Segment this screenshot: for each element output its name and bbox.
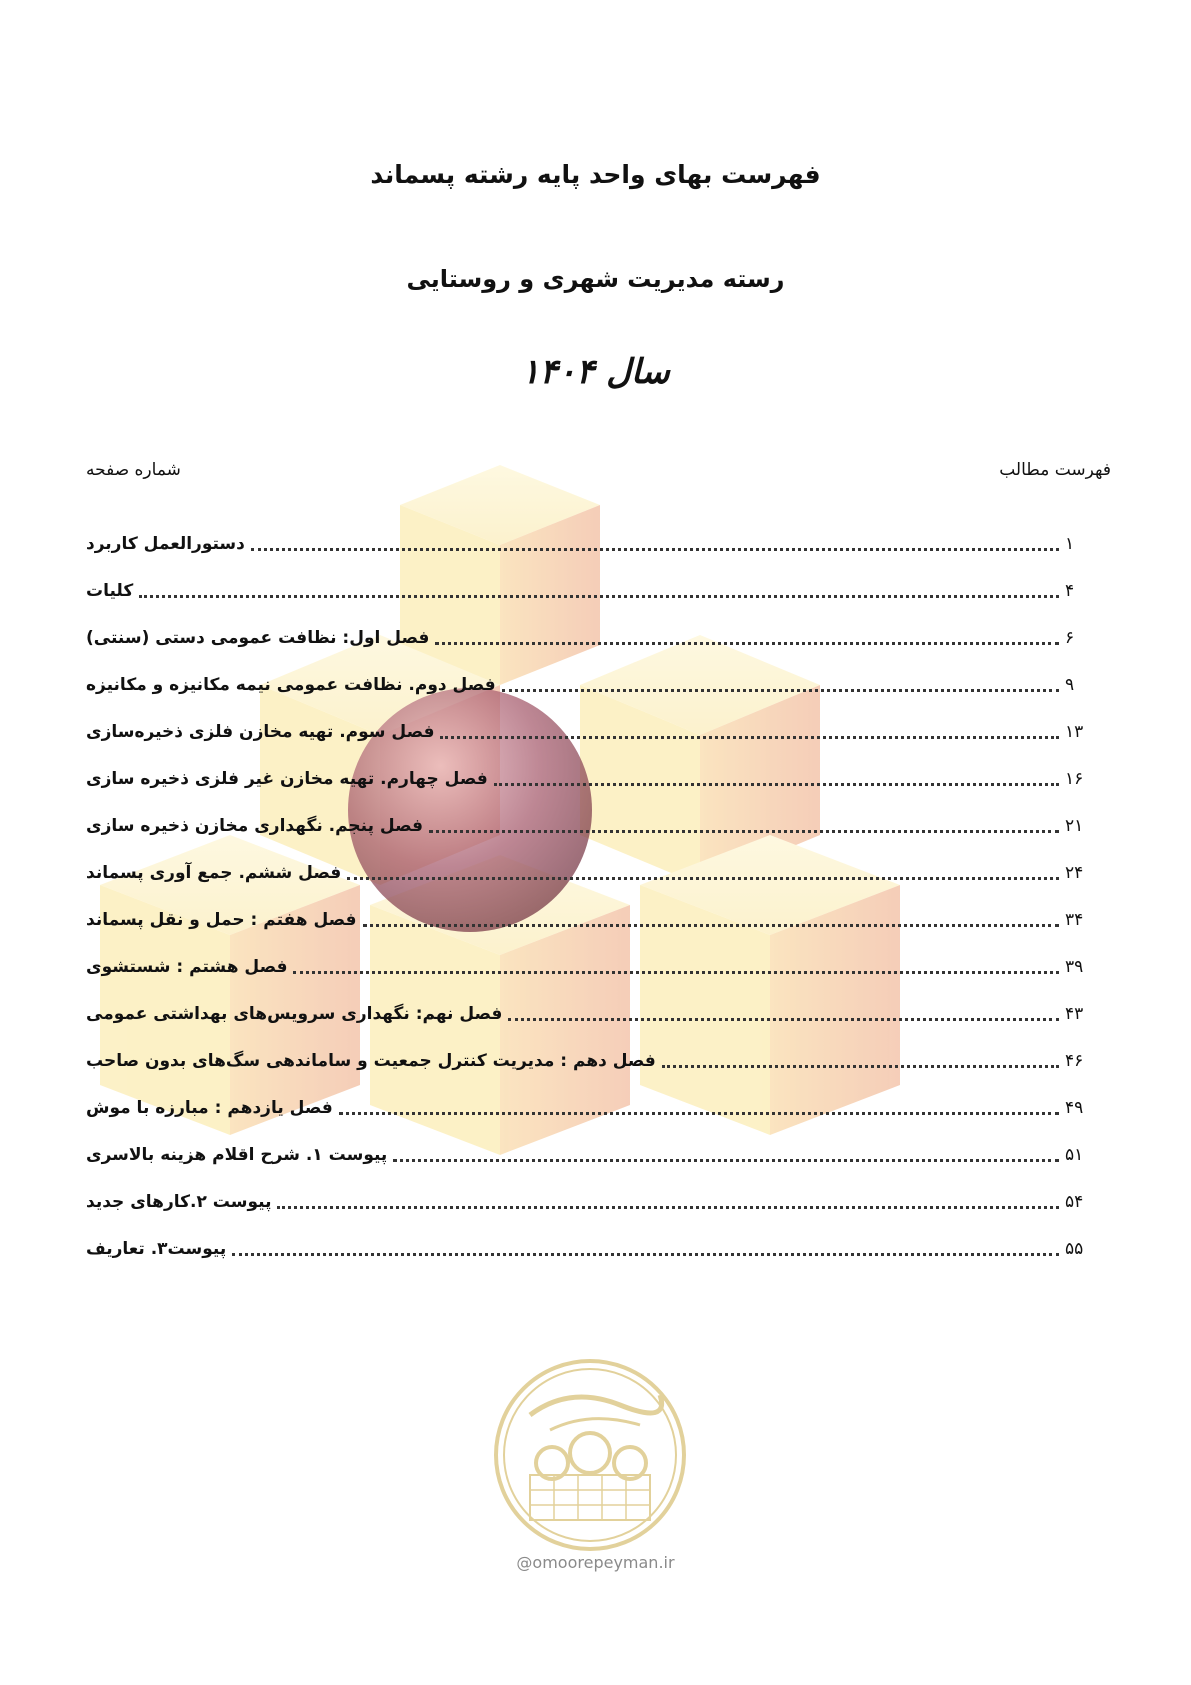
toc-entry-page: ۴۶ [1065, 1050, 1084, 1071]
dot-leader [232, 1253, 1059, 1256]
toc-entry-label: پیوست ۲.کارهای جدید [86, 1191, 272, 1212]
toc-entry-label: فصل هفتم : حمل و نقل پسماند [86, 909, 357, 930]
toc-entry-page: ۴ [1065, 580, 1075, 601]
dot-leader [435, 642, 1059, 645]
document-year: سال ۱۴۰۴ [521, 352, 670, 392]
toc-entry[interactable] [86, 1131, 1111, 1178]
toc-entry-page: ۵۴ [1065, 1191, 1084, 1212]
seal-caption: @omoorepeyman.ir [516, 1553, 675, 1572]
toc-entry[interactable] [86, 1084, 1111, 1131]
toc-entry[interactable] [86, 896, 1111, 943]
dot-leader [347, 877, 1059, 880]
toc-entry-page: ۵۱ [1065, 1144, 1084, 1165]
table-of-contents [86, 520, 1111, 1272]
toc-entry-label: فصل ششم. جمع آوری پسماند [86, 862, 342, 883]
dot-leader [508, 1018, 1059, 1021]
dot-leader [429, 830, 1059, 833]
omoore-peyman-seal-logo [490, 1355, 690, 1555]
toc-entry[interactable] [86, 1178, 1111, 1225]
dot-leader [662, 1065, 1059, 1068]
dot-leader [251, 548, 1059, 551]
toc-entry[interactable] [86, 755, 1111, 802]
toc-entry[interactable] [86, 802, 1111, 849]
toc-entry[interactable] [86, 1037, 1111, 1084]
toc-entry-page: ۲۴ [1065, 862, 1084, 883]
toc-entry[interactable] [86, 520, 1111, 567]
toc-entry-label: فصل یازدهم : مبارزه با موش [86, 1097, 333, 1118]
toc-entry-label: فصل پنجم. نگهداری مخازن ذخیره سازی [86, 815, 423, 836]
toc-entry[interactable] [86, 661, 1111, 708]
toc-entry[interactable] [86, 567, 1111, 614]
toc-entry-label: فصل دهم : مدیریت کنترل جمعیت و ساماندهی سگ‌های بدون صاحب [86, 1050, 656, 1071]
toc-entry[interactable] [86, 1225, 1111, 1272]
dot-leader [363, 924, 1059, 927]
dot-leader [339, 1112, 1059, 1115]
toc-entry-label: فصل چهارم. تهیه مخازن غیر فلزی ذخیره سازی [86, 768, 488, 789]
toc-entry-page: ۲۱ [1065, 815, 1084, 836]
toc-entry-page: ۳۴ [1065, 909, 1084, 930]
toc-entry-page: ۴۳ [1065, 1003, 1084, 1024]
toc-entry[interactable] [86, 708, 1111, 755]
toc-entry-label: پیوست۳. تعاریف [86, 1238, 227, 1259]
toc-entry-label: پیوست ۱. شرح اقلام هزینه بالاسری [86, 1144, 388, 1165]
toc-entry-label: فصل نهم: نگهداری سرویس‌های بهداشتی عمومی [86, 1003, 503, 1024]
dot-leader [494, 783, 1059, 786]
dot-leader [393, 1159, 1059, 1162]
toc-entry-page: ۳۹ [1065, 956, 1084, 977]
toc-entry[interactable] [86, 849, 1111, 896]
toc-entry-page: ۹ [1065, 674, 1075, 695]
toc-entry-label: فصل هشتم : شستشوی [86, 956, 288, 977]
toc-entry-label: دستورالعمل کاربرد [86, 533, 245, 554]
toc-entry-page: ۵۵ [1065, 1238, 1084, 1259]
dot-leader [293, 971, 1059, 974]
toc-entry-label: فصل اول: نظافت عمومی دستی (سنتی) [86, 627, 430, 648]
toc-entry-label: فصل سوم. تهیه مخازن فلزی ذخیره‌سازی [86, 721, 435, 742]
toc-entry-label: فصل دوم. نظافت عمومی نیمه مکانیزه و مکانیزه [86, 674, 496, 695]
toc-entry-page: ۴۹ [1065, 1097, 1084, 1118]
toc-entry-label: کلیات [86, 580, 134, 601]
dot-leader [502, 689, 1059, 692]
toc-heading: فهرست مطالب [999, 460, 1111, 480]
dot-leader [277, 1206, 1059, 1209]
toc-entry-page: ۶ [1065, 627, 1075, 648]
toc-entry[interactable] [86, 614, 1111, 661]
dot-leader [139, 595, 1059, 598]
toc-entry[interactable] [86, 943, 1111, 990]
document-title: فهرست بهای واحد پایه رشته پسماند [370, 160, 821, 189]
document-subtitle: رسته مدیریت شهری و روستایی [406, 265, 785, 293]
toc-entry-page: ۱ [1065, 533, 1075, 554]
toc-entry-page: ۱۳ [1065, 721, 1084, 742]
dot-leader [440, 736, 1059, 739]
page-number-column-heading: شماره صفحه [86, 460, 181, 480]
toc-entry-page: ۱۶ [1065, 768, 1084, 789]
toc-entry[interactable] [86, 990, 1111, 1037]
